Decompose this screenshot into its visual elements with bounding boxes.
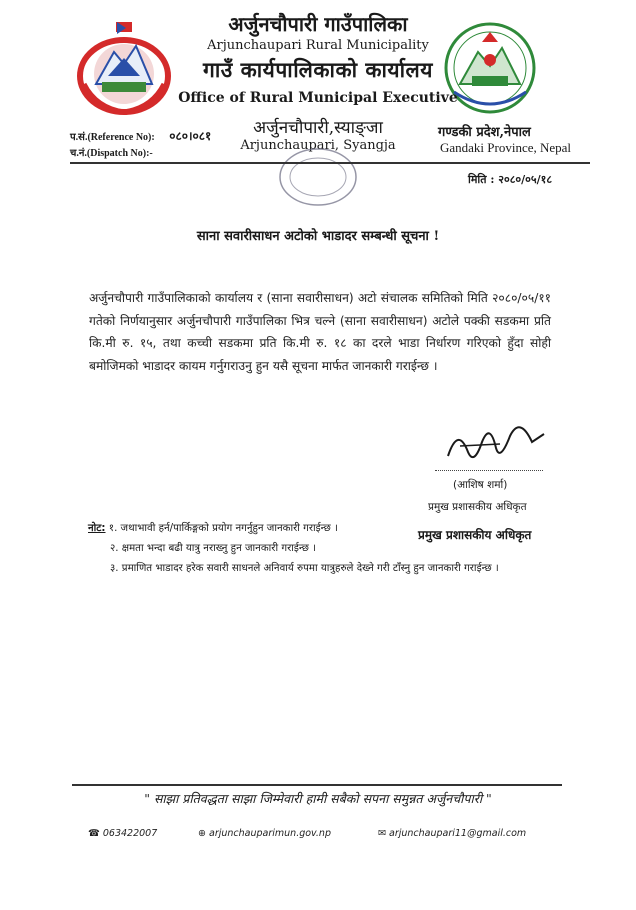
office-name-np: गाउँ कार्यपालिकाको कार्यालय: [203, 57, 433, 82]
municipality-name-np: अर्जुनचौपारी गाउँपालिका: [228, 12, 408, 36]
footer-divider: [72, 784, 562, 786]
notice-date: मिति : २०८०/०५/१८: [468, 173, 553, 186]
phone-icon: ☎: [88, 828, 100, 839]
dispatch-number: च.नं.(Dispatch No):-: [70, 148, 153, 159]
footer-website[interactable]: [198, 828, 331, 839]
notice-body: अर्जुनचौपारी गाउँपालिकाको कार्यालय र (साना सवारीसाधन) अटो संचालक समितिको मिति २०८०/०५/११ गतेको निर्णयानुसार अर्जुनचौपारी गाउँपालिका भित्र चल्ने (साना सवारीसाधन) अटोले पक्की सडकमा प्रति कि.मी रु. १५, तथा कच्ची सडकमा प्रति कि.मी रु. १८ का दरले भाडा निर्धारण गरिएको हुँदा सोही बमोजिमको भाडादर कायम गर्नुगराउनु हुन यसै सूचना मार्फत जानकारी गराईन्छ ।: [89, 291, 551, 373]
website-link[interactable]: arjunchauparimun.gov.np: [209, 828, 331, 839]
mail-icon: ✉: [378, 828, 386, 839]
reference-number: [70, 127, 211, 144]
note-label: नोट:: [88, 523, 106, 534]
designation-stamp: प्रमुख प्रशासकीय अधिकृत: [418, 528, 532, 542]
signature-icon: [440, 412, 550, 472]
signatory-title: प्रमुख प्रशासकीय अधिकृत: [428, 501, 527, 513]
note-item-3: ३. प्रमाणित भाडादर हरेक सवारी साधनले अनिवार्य रुपमा यात्रुहरुले देख्ने गरी टाँस्नु हुन जानकारी गराईन्छ ।: [110, 563, 499, 574]
note-item-2: २. क्षमता भन्दा बढी यात्रु नराख्नु हुन जानकारी गराईन्छ ।: [110, 543, 317, 554]
address-en: Arjunchaupari, Syangja: [240, 138, 396, 153]
notice-subject: साना सवारीसाधन अटोको भाडादर सम्बन्धी सूचना !: [196, 229, 440, 244]
note-text-1: १. जथाभावी हर्न/पार्किङ्गको प्रयोग नगर्नुहुन जानकारी गराईन्छ ।: [108, 523, 338, 534]
municipality-name-en: Arjunchaupari Rural Municipality: [207, 38, 429, 53]
address-np: अर्जुनचौपारी,स्याङ्जा: [253, 118, 383, 138]
footer-email[interactable]: [378, 828, 526, 839]
globe-icon: ⊕: [198, 828, 206, 839]
office-name-en: Office of Rural Municipal Executive: [178, 90, 458, 106]
note-item-1: [88, 520, 538, 537]
phone-number: 063422007: [102, 828, 158, 839]
province-en: Gandaki Province, Nepal: [440, 140, 572, 155]
reference-label: प.सं.(Reference No):: [70, 132, 155, 143]
footer-phone: [88, 828, 157, 839]
municipality-slogan: " साझा प्रतिवद्धता साझा जिम्मेवारी हामी सबैको सपना समुन्नत अर्जुनचौपारी ": [144, 791, 492, 806]
email-link[interactable]: arjunchaupari11@gmail.com: [389, 828, 527, 839]
province-np: गण्डकी प्रदेश,नेपाल: [438, 125, 531, 140]
office-stamp-icon: [276, 146, 360, 208]
reference-value: ०८०।०८१: [169, 129, 212, 143]
signature-line: [435, 470, 543, 471]
signatory-name: (आशिष शर्मा): [453, 479, 508, 491]
header-divider: [70, 162, 590, 164]
